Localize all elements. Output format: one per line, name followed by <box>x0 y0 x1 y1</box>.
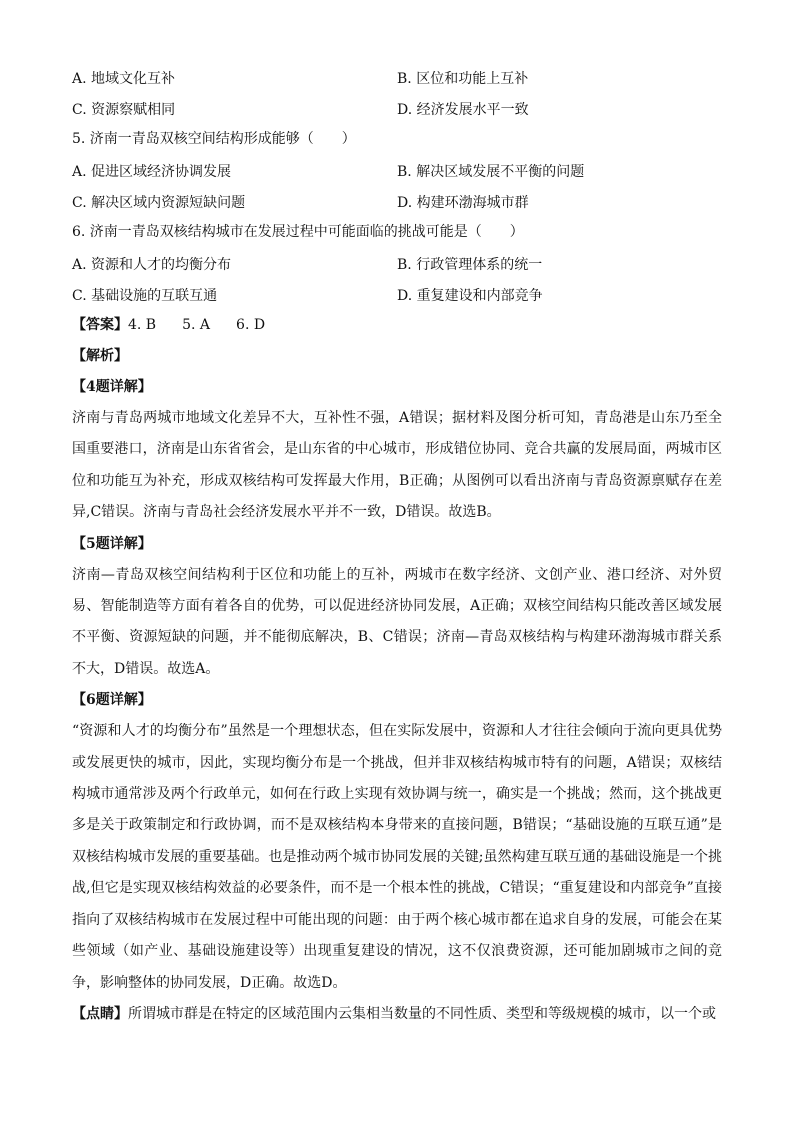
analysis-heading <box>72 341 722 372</box>
answer-item-5: 5. A <box>182 317 211 333</box>
document-page <box>72 62 722 1030</box>
detail-4-heading <box>72 372 722 403</box>
answer-line <box>72 310 722 341</box>
answer-label: 【答案】 <box>72 317 128 333</box>
q5-options-row-1 <box>72 155 722 186</box>
q6-stem: 6. 济南一青岛双核结构城市在发展过程中可能面临的挑战可能是（ ） <box>72 224 524 240</box>
detail-5-text: 济南—青岛双核空间结构利于区位和功能上的互补，两城市在数字经济、文创产业、港口经济、对外贸易、智能制造等方面有着各自的优势，可以促进经济协同发展，A正确；双核空间结构只能改善区域发展不平衡、资源短缺的问题，并不能彻底解决，B、C错误；济南—青岛双核结构与构建环渤海城市群关系不大，D错误。故选A。 <box>72 566 722 677</box>
detail-6-label: 【6题详解】 <box>72 692 152 709</box>
detail-6-heading <box>72 685 722 716</box>
q6-option-d: D. 重复建设和内部竞争 <box>397 287 543 304</box>
answer-item-6: 6. D <box>236 317 266 333</box>
answer-item-4: 4. B <box>128 317 157 333</box>
detail-4-label: 【4题详解】 <box>72 379 152 395</box>
point-text: 所谓城市群是在特定的区域范围内云集相当数量的不同性质、类型和等级规模的城市，以一个或 <box>128 1005 716 1022</box>
q5-option-a: A. 促进区域经济协调发展 <box>72 163 232 180</box>
q4-options-row-2 <box>72 93 722 124</box>
q4-option-c: C. 资源察赋相同 <box>72 101 176 118</box>
detail-6-text: “资源和人才的均衡分布”虽然是一个理想状态，但在实际发展中，资源和人才往往会倾向于流向更具优势或发展更快的城市，因此，实现均衡分布是一个挑战，但并非双核结构城市特有的问题，A错误；双核结构城市通常涉及两个行政单元，如何在行政上实现有效协调与统一，确实是一个挑战；然而，这个挑战更多是关于政策制定和行政协调，而不是双核结构本身带来的直接问题，B错误；“基础设施的互联互通”是双核结构城市发展的重要基础。也是推动两个城市协同发展的关键;虽然构建互联互通的基础设施是一个挑战,但它是实现双核结构效益的必要条件，而不是一个根本性的挑战，C错误；“重复建设和内部竞争”直接指向了双核结构城市在发展过程中可能出现的问题：由于两个核心城市都在追求自身的发展，可能会在某些领域（如产业、基础设施建设等）出现重复建设的情况，这不仅浪费资源，还可能加剧城市之间的竞争，影响整体的协同发展，D正确。故选D。 <box>72 723 722 991</box>
q6-options-row-1 <box>72 248 722 279</box>
point-line <box>72 999 722 1030</box>
q6-option-b: B. 行政管理体系的统一 <box>397 256 543 273</box>
detail-5-label: 【5题详解】 <box>72 535 152 552</box>
detail-5-heading <box>72 529 722 560</box>
q4-option-b: B. 区位和功能上互补 <box>397 70 529 87</box>
q5-option-d: D. 构建环渤海城市群 <box>397 194 529 211</box>
analysis-label: 【解析】 <box>72 348 128 364</box>
q4-options-row-1 <box>72 62 722 93</box>
q6-options-row-2 <box>72 279 722 310</box>
q5-option-b: B. 解决区域发展不平衡的问题 <box>397 163 585 180</box>
detail-4-text: 济南与青岛两城市地域文化差异不大，互补性不强，A错误；据材料及图分析可知，青岛港是山东乃至全国重要港口，济南是山东省省会，是山东省的中心城市，形成错位协同、竞合共赢的发展局面，两城市区位和功能互为补充，形成双核结构可发挥最大作用，B正确；从图例可以看出济南与青岛资源禀赋存在差异,C错误。济南与青岛社会经济发展水平并不一致，D错误。故选B。 <box>72 410 722 521</box>
q6-option-c: C. 基础设施的互联互通 <box>72 287 218 304</box>
q5-stem: 5. 济南一青岛双核空间结构形成能够（ ） <box>72 131 356 147</box>
q5-options-row-2 <box>72 186 722 217</box>
q4-option-a: A. 地域文化互补 <box>72 70 176 87</box>
q5-option-c: C. 解决区域内资源短缺问题 <box>72 194 246 211</box>
q6-option-a: A. 资源和人才的均衡分布 <box>72 256 232 273</box>
point-label: 【点睛】 <box>72 1005 128 1022</box>
q4-option-d: D. 经济发展水平一致 <box>397 101 529 118</box>
